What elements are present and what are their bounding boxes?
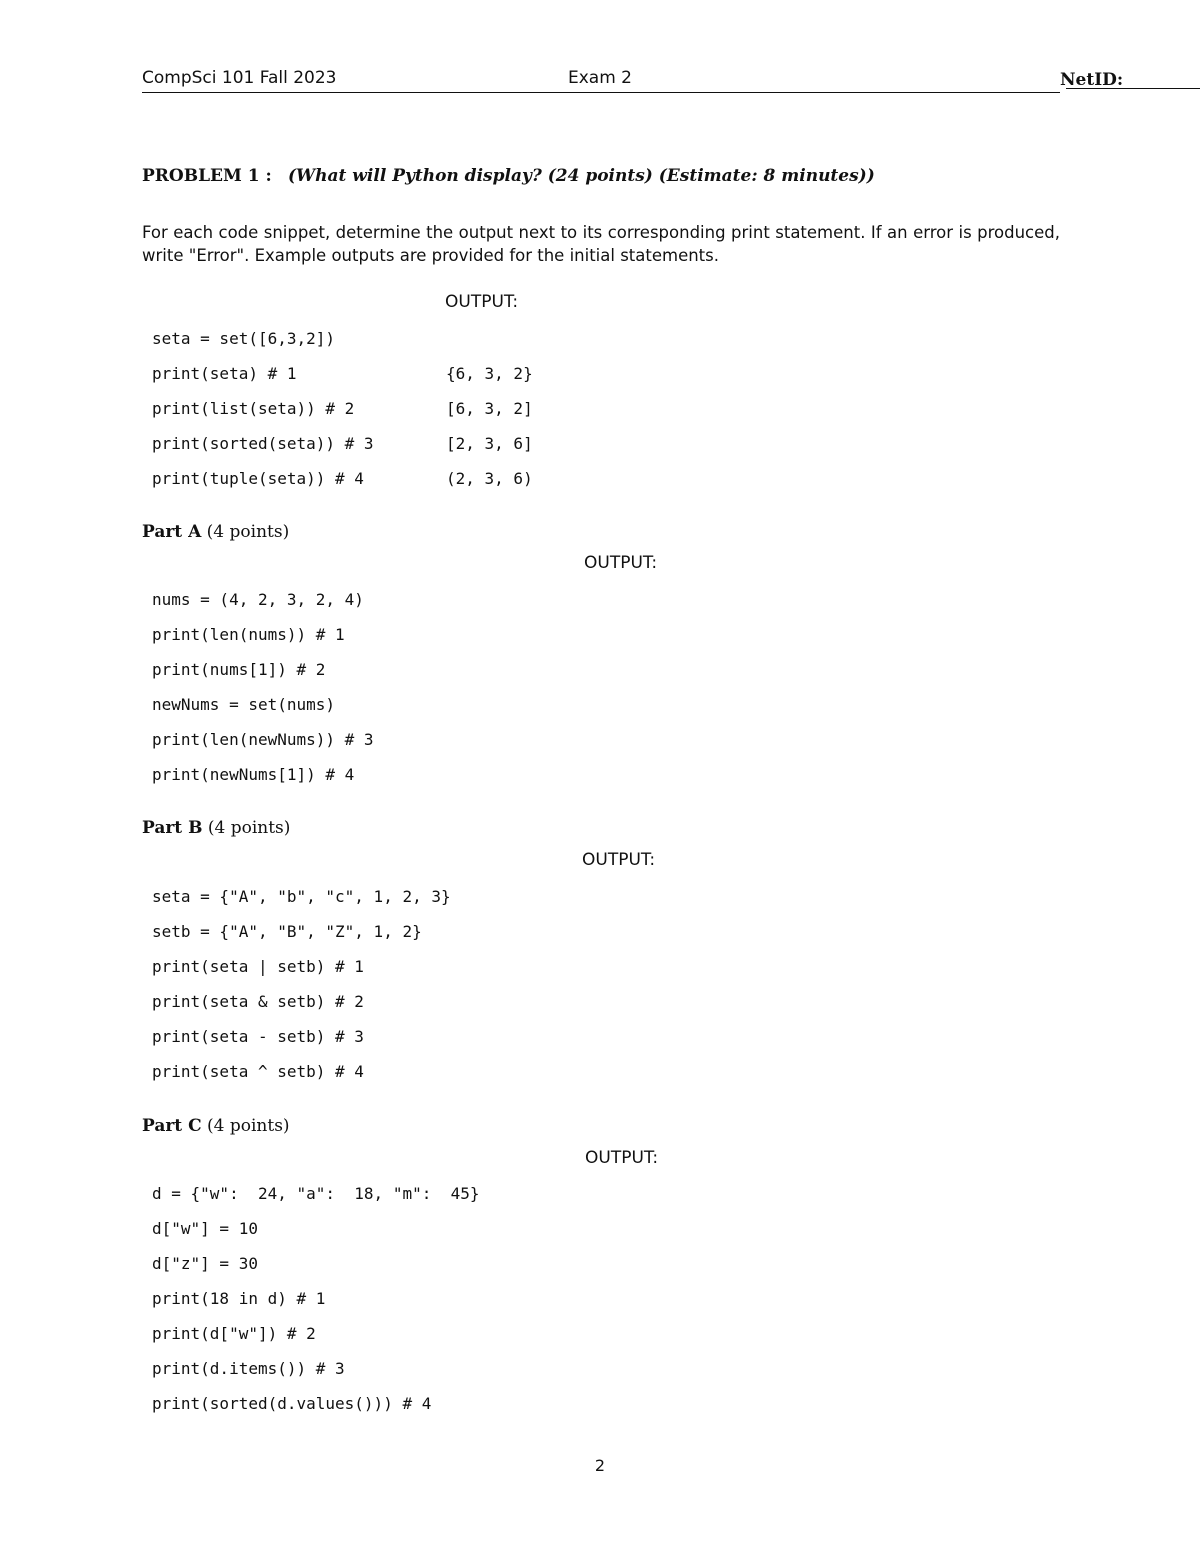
part-b-code-line: print(seta ^ setb) # 4: [152, 1062, 364, 1081]
part-a-code-line: print(newNums[1]) # 4: [152, 765, 355, 784]
example-output-value: [6, 3, 2]: [446, 399, 533, 418]
part-c-code-line: print(d["w"]) # 2: [152, 1324, 316, 1343]
example-code-line: print(tuple(seta)) # 4: [152, 469, 364, 488]
part-a-name: Part A: [142, 522, 202, 542]
page-number: 2: [594, 1456, 606, 1475]
part-c-code-line: d = {"w": 24, "a": 18, "m": 45}: [152, 1184, 480, 1203]
exam-title: Exam 2: [568, 68, 632, 88]
part-a-code-line: newNums = set(nums): [152, 695, 336, 714]
course-title: CompSci 101 Fall 2023: [142, 68, 337, 88]
part-a-code-line: nums = (4, 2, 3, 2, 4): [152, 590, 364, 609]
part-b-code-line: print(seta | setb) # 1: [152, 957, 364, 976]
example-code-line: print(list(seta)) # 2: [152, 399, 355, 418]
page-header: [142, 66, 1124, 93]
part-c-name: Part C: [142, 1116, 202, 1136]
example-output-value: [2, 3, 6]: [446, 434, 533, 453]
example-code-line: print(seta) # 1: [152, 364, 297, 383]
part-b-points: (4 points): [207, 818, 291, 838]
part-c-code-line: d["w"] = 10: [152, 1219, 258, 1238]
problem-title: [142, 166, 875, 186]
instructions: For each code snippet, determine the output next to its corresponding print statement. If an error is produced, write "Error". Example outputs are provided for the initial statements.: [142, 223, 1060, 265]
part-b-output-header: OUTPUT:: [582, 850, 656, 870]
example-code-line: print(sorted(seta)) # 3: [152, 434, 374, 453]
part-a-output-header: OUTPUT:: [584, 553, 658, 573]
example-output-value: {6, 3, 2}: [446, 364, 533, 383]
part-b-title: [142, 818, 290, 838]
part-c-code-line: print(d.items()) # 3: [152, 1359, 345, 1378]
netid-blank: [1066, 70, 1200, 89]
part-c-output-header: OUTPUT:: [585, 1148, 659, 1168]
example-output-value: (2, 3, 6): [446, 469, 533, 488]
part-c-code-line: d["z"] = 30: [152, 1254, 258, 1273]
part-c-code-line: print(18 in d) # 1: [152, 1289, 326, 1308]
netid-label: NetID:: [1060, 70, 1124, 90]
part-b-name: Part B: [142, 818, 203, 838]
part-a-title: [142, 522, 289, 542]
part-a-points: (4 points): [206, 522, 290, 542]
problem-subtitle: (What will Python display? (24 points) (Estimate: 8 minutes)): [287, 166, 875, 186]
part-b-code-line: print(seta - setb) # 3: [152, 1027, 364, 1046]
part-a-code-line: print(nums[1]) # 2: [152, 660, 326, 679]
part-a-code-line: print(len(nums)) # 1: [152, 625, 345, 644]
example-output-header: OUTPUT:: [445, 292, 519, 312]
part-b-code-line: print(seta & setb) # 2: [152, 992, 364, 1011]
example-code-line: seta = set([6,3,2]): [152, 329, 336, 348]
problem-label: PROBLEM 1 :: [142, 166, 272, 186]
part-b-code-line: seta = {"A", "b", "c", 1, 2, 3}: [152, 887, 451, 906]
part-b-code-line: setb = {"A", "B", "Z", 1, 2}: [152, 922, 422, 941]
part-c-title: [142, 1116, 290, 1136]
part-c-points: (4 points): [207, 1116, 290, 1136]
part-a-code-line: print(len(newNums)) # 3: [152, 730, 374, 749]
part-c-code-line: print(sorted(d.values())) # 4: [152, 1394, 432, 1413]
